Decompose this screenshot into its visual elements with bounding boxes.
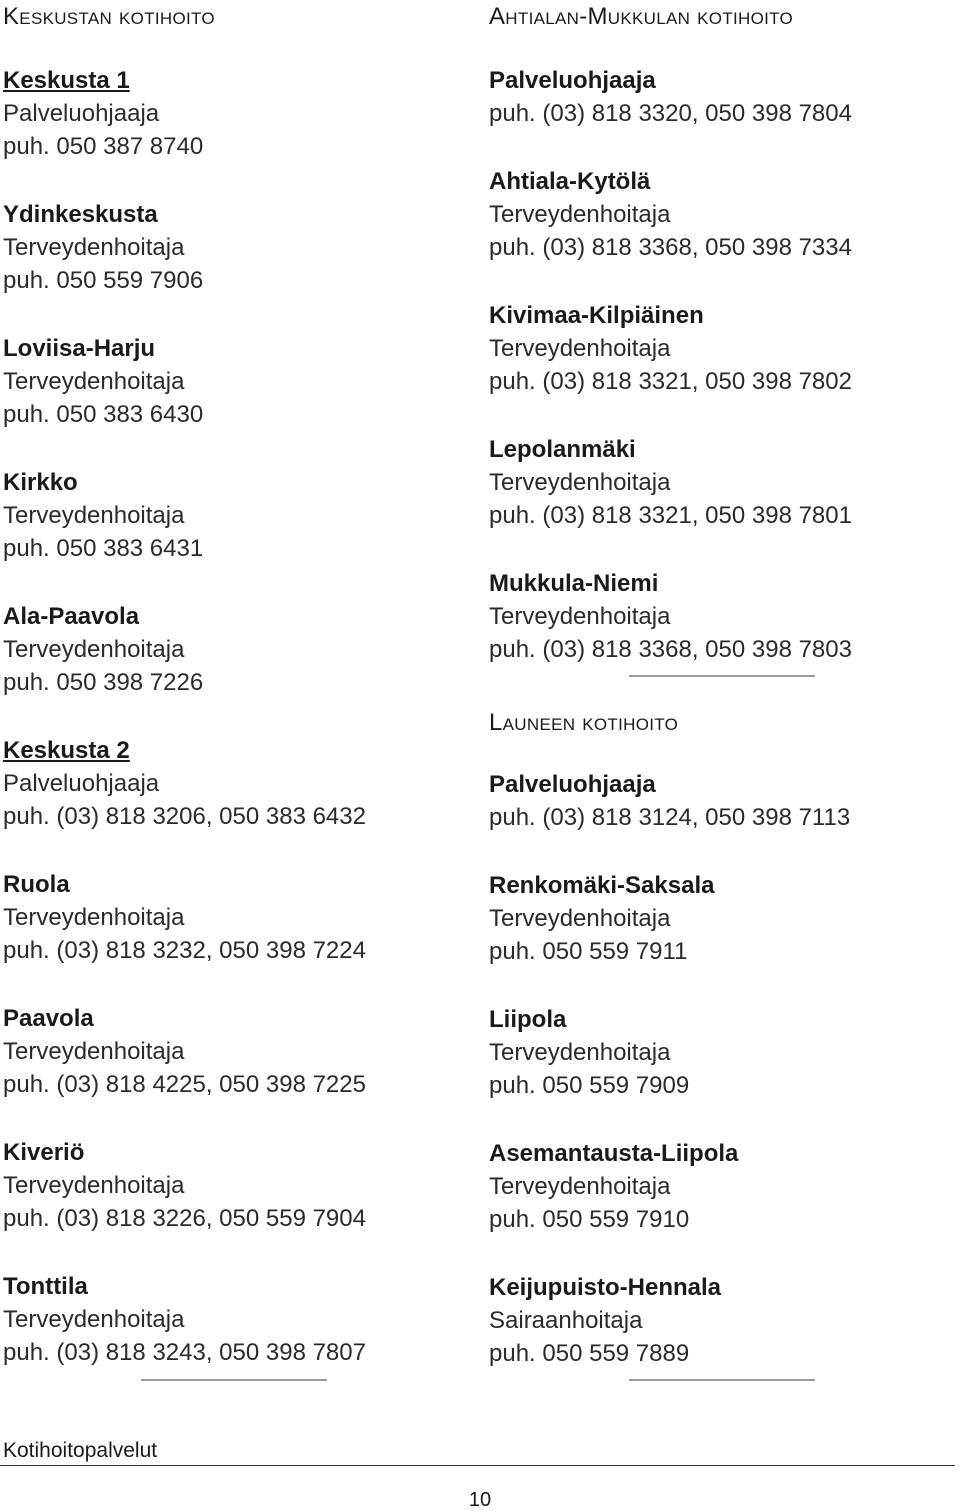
contact-entry: [489, 1271, 959, 1370]
section-title-ahtiala: Ahtialan-Mukkulan kotihoito: [489, 3, 794, 30]
contact-phone: puh. 050 559 7906: [3, 267, 204, 294]
section-divider: [629, 675, 815, 677]
contact-entry: [3, 1002, 473, 1101]
contact-phone: puh. (03) 818 4225, 050 398 7225: [3, 1071, 366, 1098]
contact-phone: puh. (03) 818 3206, 050 383 6432: [3, 803, 366, 830]
contact-role: Terveydenhoitaja: [3, 904, 185, 931]
left-entries: [3, 64, 473, 1369]
contact-role: Terveydenhoitaja: [3, 636, 185, 663]
contact-name: Kivimaa-Kilpiäinen: [489, 302, 704, 329]
contact-phone: puh. (03) 818 3321, 050 398 7801: [489, 502, 852, 529]
contact-phone: puh. 050 559 7909: [489, 1072, 690, 1099]
contact-entry: [489, 567, 959, 666]
contact-phone: puh. 050 559 7911: [489, 938, 688, 965]
contact-role: Terveydenhoitaja: [489, 201, 671, 228]
contact-phone: puh. 050 383 6431: [3, 535, 204, 562]
contact-role: Terveydenhoitaja: [489, 603, 671, 630]
contact-name: Ruola: [3, 871, 70, 898]
contact-entry: [3, 1136, 473, 1235]
contact-phone: puh. 050 559 7910: [489, 1206, 690, 1233]
contact-entry: [3, 198, 473, 297]
contact-entry: [3, 734, 473, 833]
right-column: [489, 0, 959, 701]
contact-role: Terveydenhoitaja: [489, 469, 671, 496]
contact-entry: [489, 64, 959, 130]
contact-phone: puh. (03) 818 3243, 050 398 7807: [3, 1339, 366, 1366]
contact-name: Mukkula-Niemi: [489, 570, 659, 597]
contact-role: Terveydenhoitaja: [3, 234, 185, 261]
contact-entry: [489, 1137, 959, 1236]
contact-phone: puh. 050 398 7226: [3, 669, 204, 696]
contact-role: Terveydenhoitaja: [3, 1306, 185, 1333]
contact-entry: [3, 64, 473, 163]
contact-entry: [489, 869, 959, 968]
contact-phone: puh. (03) 818 3232, 050 398 7224: [3, 937, 366, 964]
contact-entry: [3, 868, 473, 967]
contact-role: Sairaanhoitaja: [489, 1307, 643, 1334]
contact-entry: [3, 466, 473, 565]
page-number: 10: [468, 1489, 492, 1511]
contact-name: Kiveriö: [3, 1139, 85, 1166]
contact-entry: [3, 1270, 473, 1369]
contact-phone: puh. (03) 818 3226, 050 559 7904: [3, 1205, 366, 1232]
right-entries-ahtiala: [489, 64, 959, 666]
contact-role: Terveydenhoitaja: [489, 1173, 671, 1200]
contact-entry: [489, 299, 959, 398]
launeen-section: [489, 706, 959, 1405]
contact-role: Palveluohjaaja: [3, 770, 160, 797]
contact-phone: puh. (03) 818 3368, 050 398 7803: [489, 636, 852, 663]
left-column: [3, 0, 473, 1404]
contact-name: Renkomäki-Saksala: [489, 872, 715, 899]
contact-name: Paavola: [3, 1005, 94, 1032]
contact-name: Keijupuisto-Hennala: [489, 1274, 722, 1301]
contact-name: Asemantausta-Liipola: [489, 1140, 739, 1167]
contact-phone: puh. (03) 818 3124, 050 398 7113: [489, 804, 851, 831]
contact-name: Liipola: [489, 1006, 567, 1033]
contact-role: Terveydenhoitaja: [3, 1172, 185, 1199]
footer-rule: [0, 1465, 955, 1466]
right-entries-launeen: [489, 768, 959, 1370]
section-title-keskusta: Keskustan kotihoito: [3, 3, 215, 30]
contact-entry: [489, 768, 959, 834]
contact-name: Tonttila: [3, 1273, 88, 1300]
contact-entry: [489, 165, 959, 264]
contact-phone: puh. (03) 818 3320, 050 398 7804: [489, 100, 852, 127]
contact-role: Terveydenhoitaja: [3, 1038, 185, 1065]
contact-name: Ahtiala-Kytölä: [489, 168, 651, 195]
contact-role: Terveydenhoitaja: [3, 368, 185, 395]
contact-entry: [3, 332, 473, 431]
contact-name: Palveluohjaaja: [489, 67, 656, 94]
section-divider: [141, 1379, 327, 1381]
contact-phone: puh. 050 383 6430: [3, 401, 204, 428]
contact-name: Ala-Paavola: [3, 603, 140, 630]
contact-entry: [489, 433, 959, 532]
contact-name: Kirkko: [3, 469, 78, 496]
contact-role: Terveydenhoitaja: [489, 1039, 671, 1066]
contact-role: Terveydenhoitaja: [489, 335, 671, 362]
section-title-launeen: Launeen kotihoito: [489, 709, 679, 736]
contact-role: Terveydenhoitaja: [3, 502, 185, 529]
contact-phone: puh. (03) 818 3368, 050 398 7334: [489, 234, 852, 261]
contact-role: Terveydenhoitaja: [489, 905, 671, 932]
contact-phone: puh. 050 387 8740: [3, 133, 204, 160]
contact-phone: puh. 050 559 7889: [489, 1340, 690, 1367]
contact-name: Loviisa-Harju: [3, 335, 156, 362]
contact-entry: [3, 600, 473, 699]
section-divider: [629, 1379, 815, 1381]
footer-label: Kotihoitopalvelut: [3, 1439, 158, 1462]
contact-entry: [489, 1003, 959, 1102]
contact-name: Lepolanmäki: [489, 436, 636, 463]
group-name: Keskusta 1: [3, 67, 130, 94]
contact-name: Palveluohjaaja: [489, 771, 656, 798]
contact-phone: puh. (03) 818 3321, 050 398 7802: [489, 368, 852, 395]
contact-role: Palveluohjaaja: [3, 100, 160, 127]
group-name: Keskusta 2: [3, 737, 130, 764]
contact-name: Ydinkeskusta: [3, 201, 158, 228]
